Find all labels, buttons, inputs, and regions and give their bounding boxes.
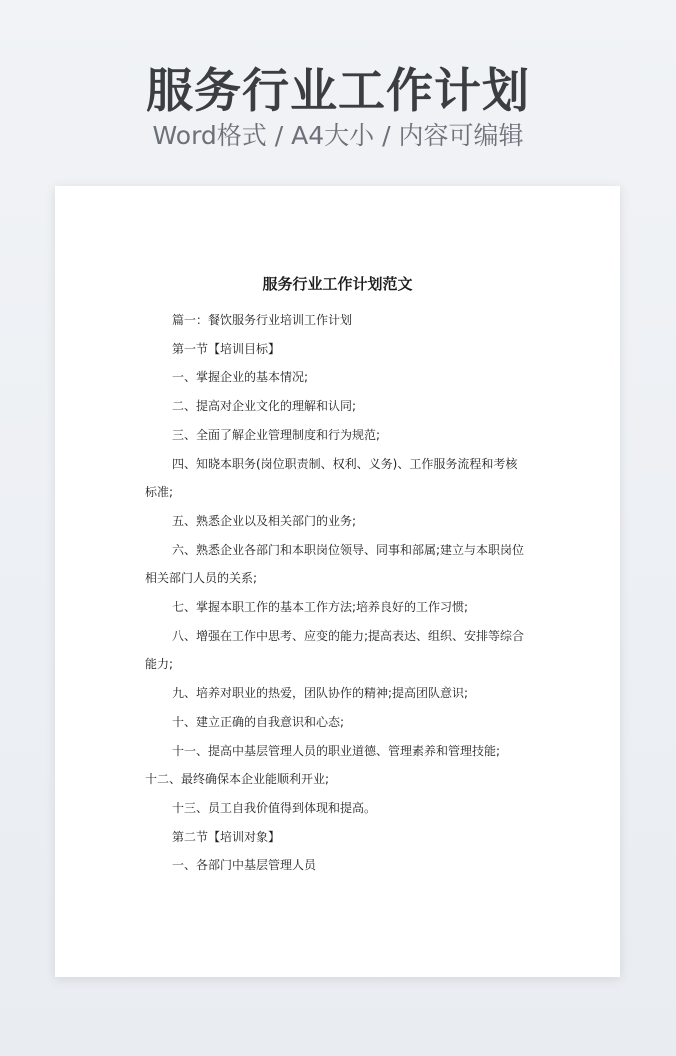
paragraph-goal-7: 七、掌握本职工作的基本工作方法;培养良好的工作习惯;	[172, 600, 469, 615]
page-title: 服务行业工作计划	[146, 64, 530, 119]
paragraph-subsection-heading: 第一节【培训目标】	[172, 341, 281, 356]
paragraph-goal-2: 二、提高对企业文化的理解和认同;	[172, 399, 357, 414]
paragraph-goal-9: 九、培养对职业的热爱，团队协作的精神;提高团队意识;	[172, 686, 469, 701]
paragraph-section-heading: 篇一：餐饮服务行业培训工作计划	[172, 313, 353, 327]
paragraph-goal-12: 十二、最终确保本企业能顺利开业;	[145, 772, 330, 787]
paragraph-goal-6: 六、熟悉企业各部门和本职岗位领导、同事和部属;建立与本职岗位相关部门人员的关系;	[145, 542, 525, 586]
paragraph-goal-11: 十一、提高中基层管理人员的职业道德、管理素养和管理技能;	[172, 743, 501, 758]
paragraph-goal-13: 十三、员工自我价值得到体现和提高。	[172, 800, 377, 815]
paragraph-goal-3: 三、全面了解企业管理制度和行为规范;	[172, 427, 381, 442]
paragraph-goal-8: 八、增强在工作中思考、应变的能力;提高表达、组织、安排等综合能力;	[145, 628, 525, 672]
paragraph-target-1: 一、各部门中基层管理人员	[172, 858, 317, 873]
paragraph-subsection-heading-2: 第二节【培训对象】	[172, 829, 281, 844]
paragraph-goal-4: 四、知晓本职务(岗位职责制、权利、义务)、工作服务流程和考核标准;	[145, 456, 518, 500]
paragraph-goal-10: 十、建立正确的自我意识和心态;	[172, 714, 345, 729]
paragraph-goal-1: 一、掌握企业的基本情况;	[172, 370, 309, 385]
document-page	[55, 186, 620, 977]
document-title: 服务行业工作计划范文	[262, 275, 413, 293]
document-body	[145, 306, 529, 880]
header-banner	[0, 0, 676, 186]
paragraph-goal-5: 五、熟悉企业以及相关部门的业务;	[172, 513, 357, 528]
page-subtitle: Word格式 / A4大小 / 内容可编辑	[152, 121, 524, 150]
